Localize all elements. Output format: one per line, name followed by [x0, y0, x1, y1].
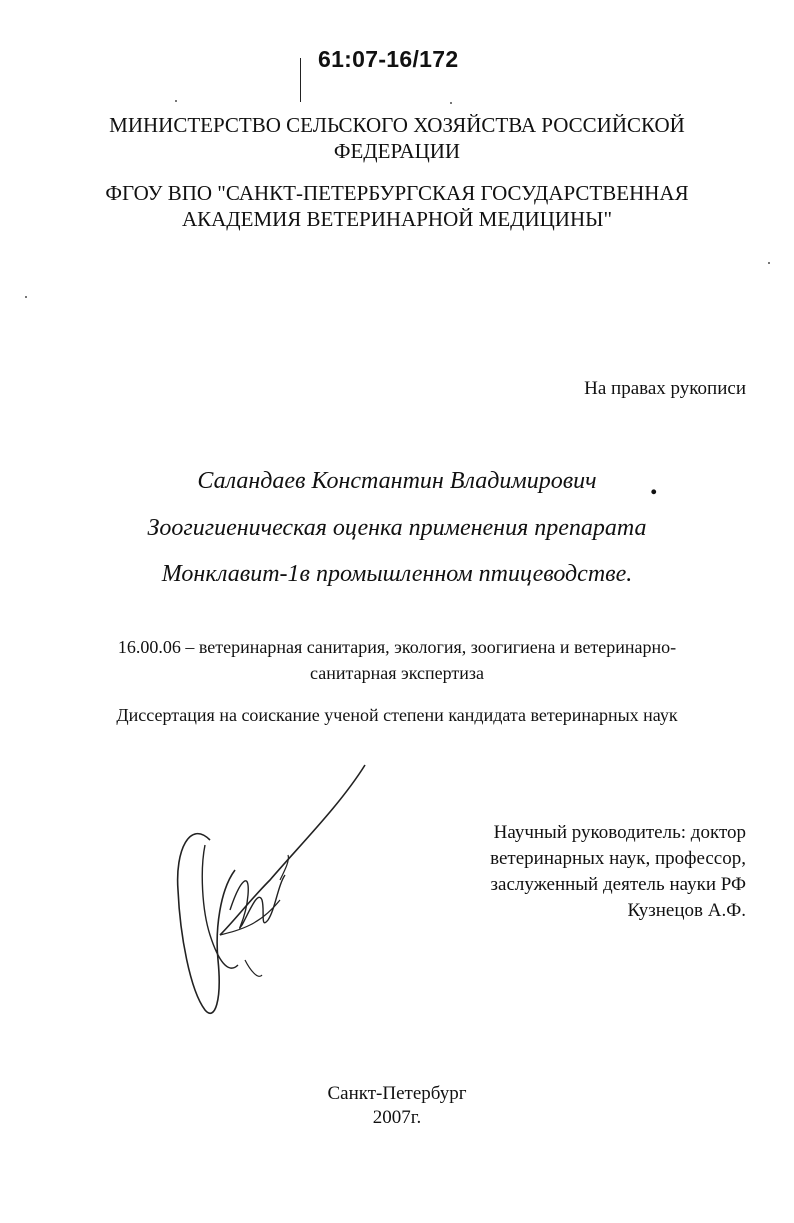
academy-heading: [0, 180, 794, 232]
ministry-line-1: МИНИСТЕРСТВО СЕЛЬСКОГО ХОЗЯЙСТВА РОССИЙСКОЙ: [109, 113, 685, 137]
advisor-line-2: ветеринарных наук, профессор,: [490, 848, 746, 869]
scientific-advisor: [446, 820, 746, 924]
scan-speck: [25, 296, 27, 298]
dissertation-title-line-2: Монклавит-1в промышленном птицеводстве.: [161, 561, 633, 587]
advisor-name: Кузнецов А.Ф.: [627, 900, 746, 921]
signature-image: [150, 760, 380, 1030]
specialty-line-1: 16.00.06 – ветеринарная санитария, экология, зоогигиена и ветеринарно-: [117, 637, 677, 657]
city: Санкт-Петербург: [327, 1083, 467, 1104]
dissertation-title-line-1: Зоогигиеническая оценка применения препарата: [147, 515, 647, 541]
ministry-heading: [0, 112, 794, 164]
author-mark: .: [650, 468, 658, 501]
dissertation-type: Диссертация на соискание ученой степени кандидата ветеринарных наук: [116, 705, 678, 725]
year: 2007г.: [372, 1107, 422, 1128]
specialty-line-2: санитарная экспертиза: [310, 663, 484, 683]
author-name: Саландаев Константин Владимирович: [197, 468, 597, 494]
scan-speck: [175, 100, 177, 102]
scan-speck: [768, 262, 770, 264]
place-and-year: [0, 1082, 794, 1130]
specialty: [0, 634, 794, 686]
academy-line-1: ФГОУ ВПО "САНКТ-ПЕТЕРБУРГСКАЯ ГОСУДАРСТВЕННАЯ: [105, 181, 689, 205]
scan-speck: [450, 102, 452, 104]
rights-notice: На правах рукописи: [584, 378, 746, 399]
archive-stamp: 61:07-16/172: [318, 46, 459, 72]
stamp-divider-line: [300, 58, 301, 102]
advisor-line-3: заслуженный деятель науки РФ: [490, 874, 746, 895]
advisor-line-1: Научный руководитель: доктор: [493, 822, 746, 843]
academy-line-2: АКАДЕМИЯ ВЕТЕРИНАРНОЙ МЕДИЦИНЫ": [181, 207, 613, 231]
ministry-line-2: ФЕДЕРАЦИИ: [333, 139, 461, 163]
